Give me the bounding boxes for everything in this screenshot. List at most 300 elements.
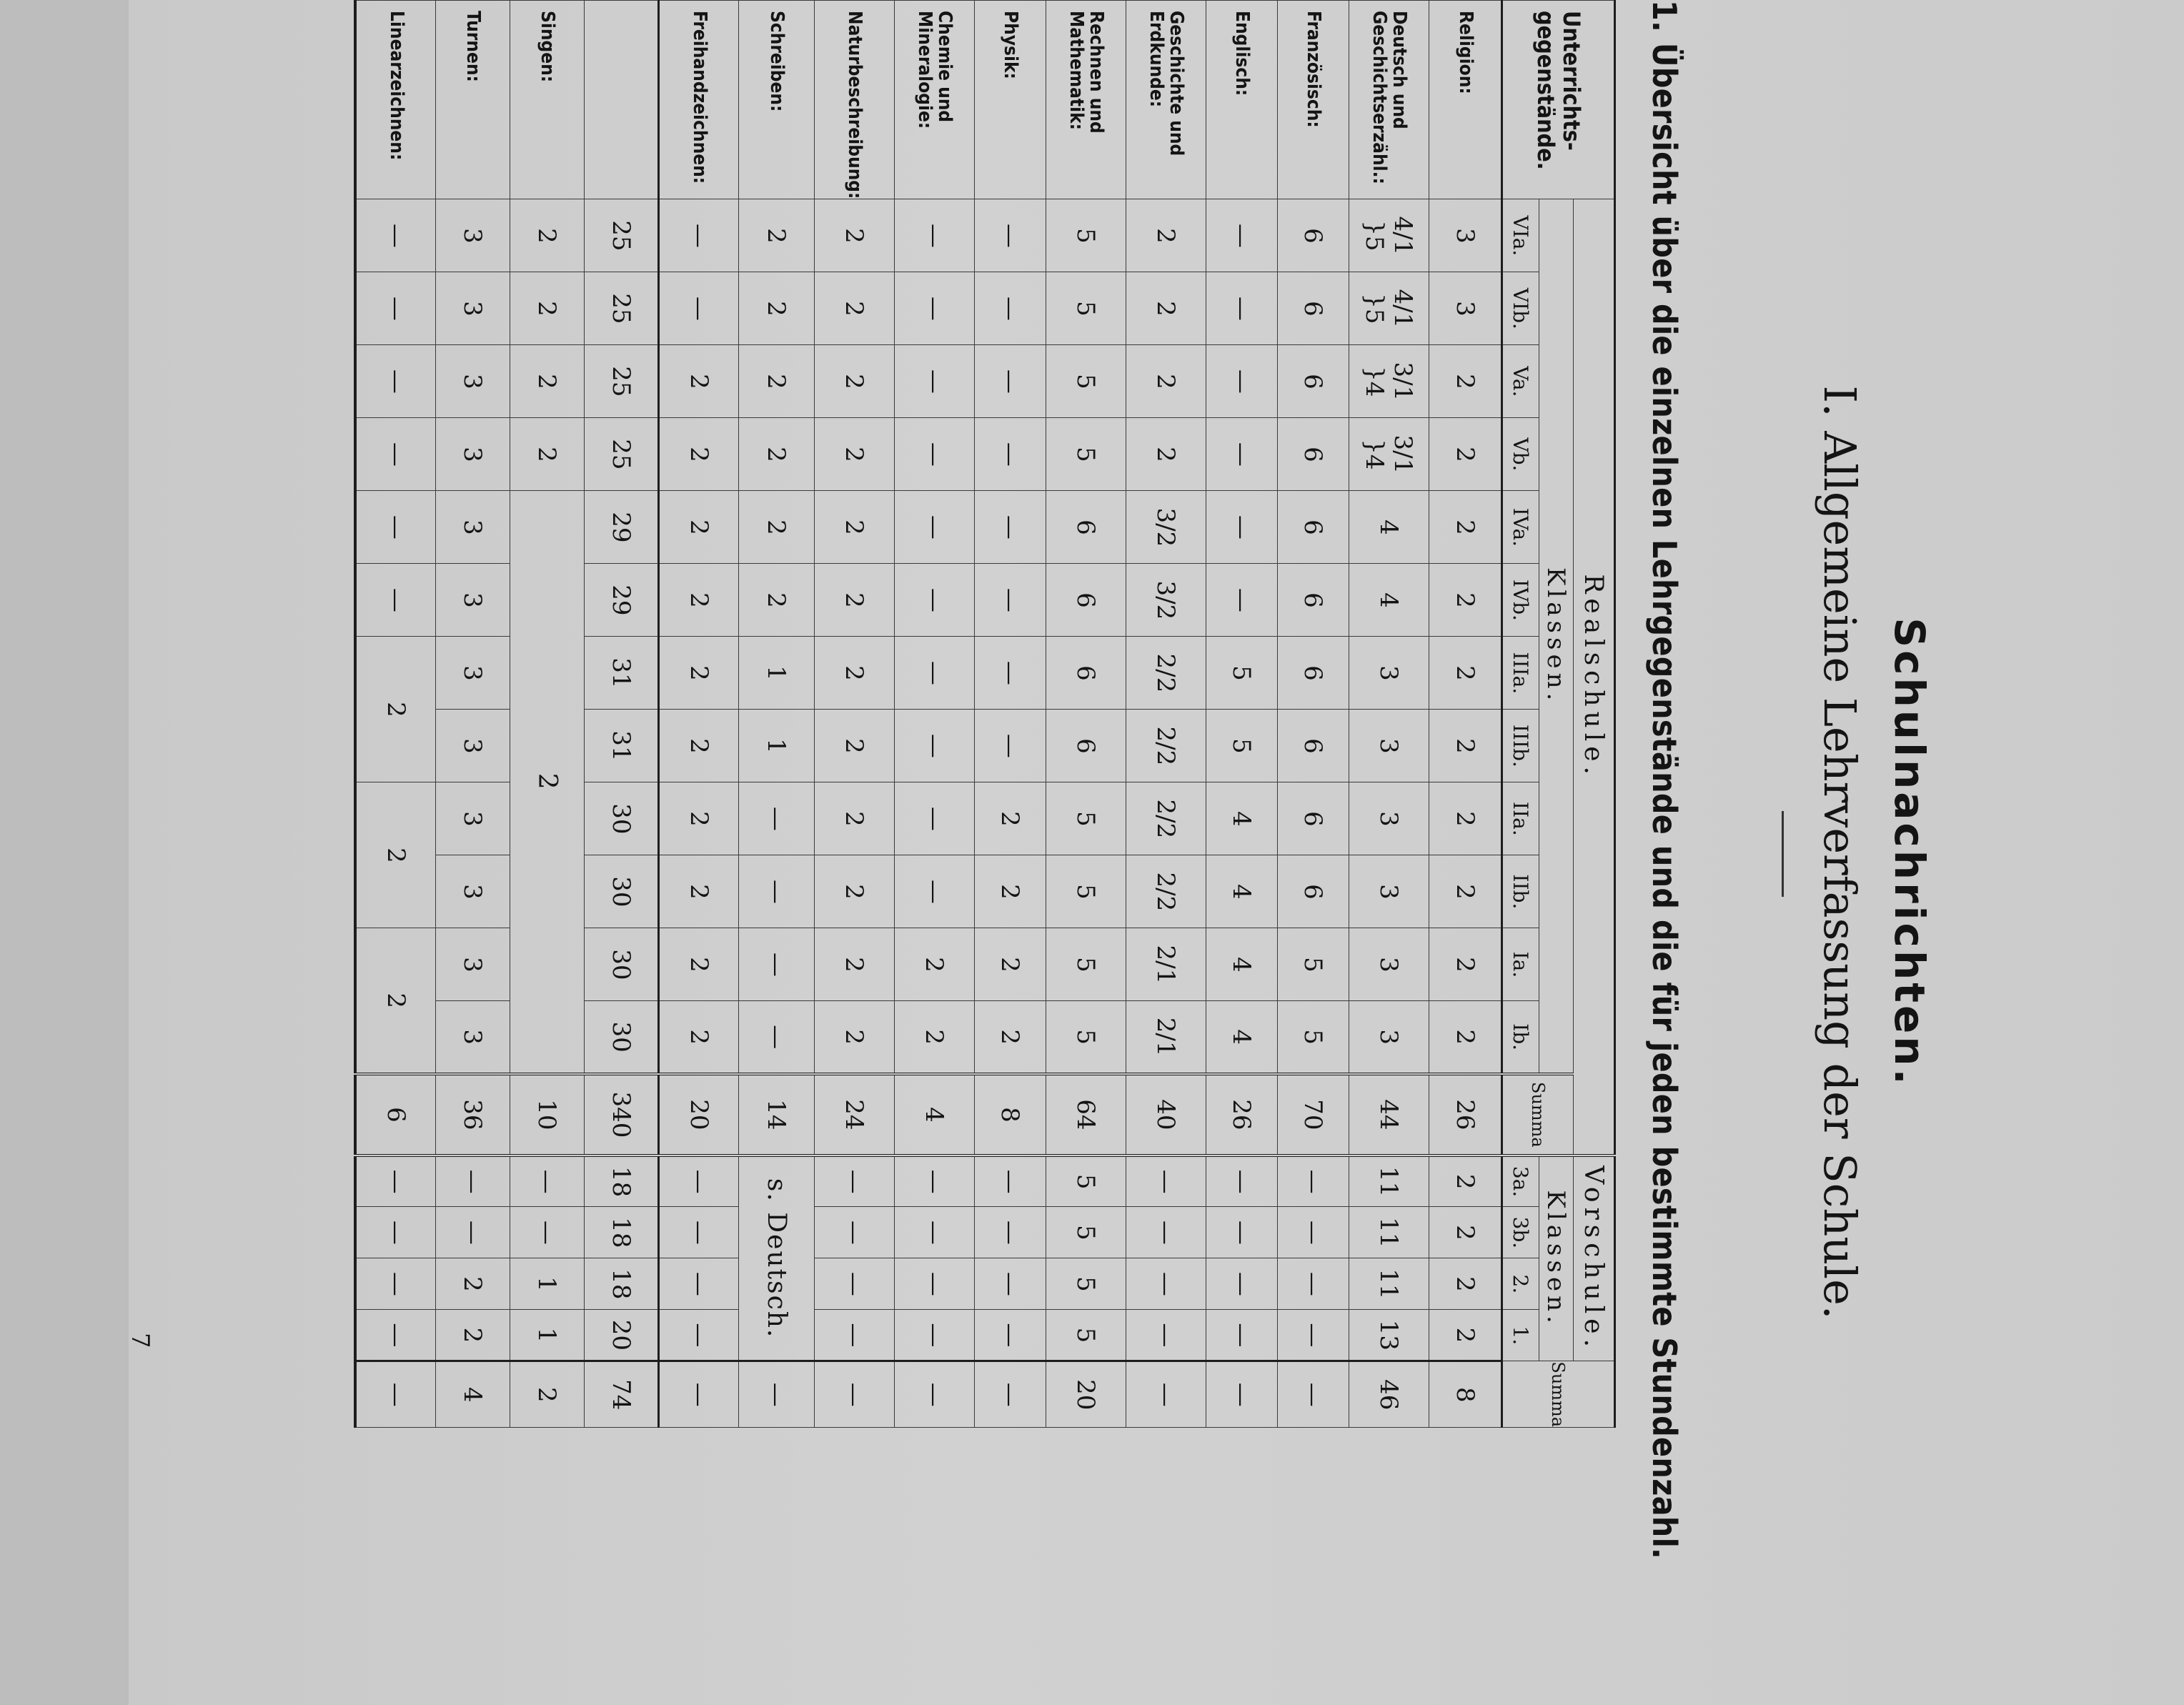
- vorschule-hours-cell: —: [1206, 1310, 1278, 1361]
- vorschule-hours-cell: —: [510, 1155, 585, 1207]
- vorschule-summa-cell: —: [895, 1361, 975, 1428]
- vorschule-hours-cell: —: [356, 1310, 436, 1361]
- hours-cell: 3: [1349, 710, 1429, 782]
- realschule-klassen-header: Klassen.: [1539, 199, 1574, 1074]
- hours-cell: 2: [1429, 491, 1502, 564]
- vorschule-hours-cell: 1: [510, 1258, 585, 1310]
- hours-cell: 5: [1046, 199, 1126, 272]
- hours-cell: 1: [739, 710, 815, 782]
- realschule-summa-cell: 64: [1046, 1074, 1126, 1155]
- vorschule-hours-cell: —: [659, 1207, 739, 1258]
- hours-cell: 4: [1206, 782, 1278, 855]
- hours-cell: 2: [1429, 855, 1502, 928]
- hours-cell: 1: [739, 637, 815, 710]
- hours-cell: 25: [585, 272, 659, 345]
- hours-cell: —: [975, 491, 1046, 564]
- realschule-summa-cell: 70: [1278, 1074, 1349, 1155]
- hours-cell: 3: [1349, 1001, 1429, 1074]
- hours-cell: 2: [739, 418, 815, 491]
- realschule-summa-header: Summa: [1502, 1074, 1574, 1155]
- vorschule-hours-cell: —: [975, 1207, 1046, 1258]
- vorschule-hours-cell: —: [1278, 1207, 1349, 1258]
- hours-cell: 5: [1046, 418, 1126, 491]
- vorschule-hours-cell: 18: [585, 1155, 659, 1207]
- table-row: [356, 1, 436, 1428]
- subject-cell: Linearzeichnen:: [356, 1, 436, 199]
- hours-cell: 31: [585, 710, 659, 782]
- realschule-summa-cell: 4: [895, 1074, 975, 1155]
- hours-cell: 3: [1429, 272, 1502, 345]
- table-row: [1046, 1, 1126, 1428]
- hours-cell: 3/1 }4: [1349, 345, 1429, 418]
- class-header-2: 2.: [1502, 1258, 1539, 1310]
- subject-cell: Freihandzeichnen:: [659, 1, 739, 199]
- table-body: [356, 1, 1502, 1428]
- hours-cell: 3/2: [1126, 564, 1206, 637]
- subject-cell: Französisch:: [1278, 1, 1349, 199]
- realschule-summa-cell: 20: [659, 1074, 739, 1155]
- hours-cell: —: [659, 272, 739, 345]
- vorschule-hours-cell: 2: [436, 1310, 510, 1361]
- realschule-summa-cell: 340: [585, 1074, 659, 1155]
- hours-cell: 2: [1429, 345, 1502, 418]
- vorschule-summa-cell: 74: [585, 1361, 659, 1428]
- hours-cell: 3: [436, 637, 510, 710]
- hours-cell: —: [975, 637, 1046, 710]
- hours-cell: 2: [975, 782, 1046, 855]
- vorschule-summa-cell: 20: [1046, 1361, 1126, 1428]
- hours-cell: 2: [975, 1001, 1046, 1074]
- realschule-group-header: Realschule.: [1574, 199, 1615, 1155]
- hours-cell: 3: [436, 564, 510, 637]
- hours-pair-cell: 2: [356, 782, 436, 928]
- vorschule-hours-cell: —: [975, 1155, 1046, 1207]
- table-row: [436, 1, 510, 1428]
- hours-cell: 2: [1429, 710, 1502, 782]
- hours-cell: 4: [1349, 491, 1429, 564]
- vorschule-hours-cell: —: [895, 1207, 975, 1258]
- vorschule-hours-cell: 2: [436, 1258, 510, 1310]
- vorschule-hours-cell: —: [815, 1310, 895, 1361]
- vorschule-hours-cell: 20: [585, 1310, 659, 1361]
- hours-cell: 6: [1278, 491, 1349, 564]
- vorschule-hours-cell: —: [895, 1258, 975, 1310]
- hours-cell: —: [975, 199, 1046, 272]
- subject-cell: Naturbeschreibung:: [815, 1, 895, 199]
- hours-cell: 2: [739, 199, 815, 272]
- table-row: [1278, 1, 1349, 1428]
- hours-cell: 2/2: [1126, 710, 1206, 782]
- hours-cell: 2: [1126, 272, 1206, 345]
- table-row: [1206, 1, 1278, 1428]
- hours-cell: 2: [815, 418, 895, 491]
- hours-cell: 2: [815, 855, 895, 928]
- hours-cell: 2/1: [1126, 1001, 1206, 1074]
- vorschule-hours-cell: —: [815, 1155, 895, 1207]
- class-header-3b: 3b.: [1502, 1207, 1539, 1258]
- vorschule-hours-cell: —: [1278, 1155, 1349, 1207]
- hours-cell: 30: [585, 1001, 659, 1074]
- hours-cell: 2: [895, 1001, 975, 1074]
- realschule-summa-cell: 14: [739, 1074, 815, 1155]
- hours-cell: 4/1 }5: [1349, 199, 1429, 272]
- hours-cell: 5: [1046, 855, 1126, 928]
- hours-cell: —: [356, 272, 436, 345]
- subject-column-header: [1502, 1, 1615, 199]
- hours-cell: 2: [510, 345, 585, 418]
- class-header-IIIa: IIIa.: [1502, 637, 1539, 710]
- table-row: [739, 1, 815, 1428]
- vorschule-hours-cell: 11: [1349, 1155, 1429, 1207]
- class-header-Ia: Ia.: [1502, 928, 1539, 1001]
- hours-cell: 5: [1278, 1001, 1349, 1074]
- vorschule-hours-cell: 2: [1429, 1258, 1502, 1310]
- hours-cell: 3: [436, 855, 510, 928]
- page-number: 7: [126, 1333, 154, 1348]
- hours-cell: 2: [815, 782, 895, 855]
- hours-cell: 3: [1349, 637, 1429, 710]
- class-header-IVa: IVa.: [1502, 491, 1539, 564]
- table-row: [975, 1, 1046, 1428]
- subject-cell: Deutsch und Geschichtserzähl.:: [1349, 1, 1429, 199]
- hours-cell: —: [739, 1001, 815, 1074]
- hours-cell: —: [895, 272, 975, 345]
- vorschule-summa-cell: 4: [436, 1361, 510, 1428]
- hours-cell: 2: [815, 928, 895, 1001]
- hours-cell: 2: [510, 418, 585, 491]
- hours-cell: 2: [815, 199, 895, 272]
- vorschule-summa-cell: 2: [510, 1361, 585, 1428]
- hours-cell: 25: [585, 345, 659, 418]
- vorschule-hours-cell: —: [1206, 1155, 1278, 1207]
- hours-cell: 3: [436, 418, 510, 491]
- hours-cell: 6: [1046, 491, 1126, 564]
- hours-cell: 3: [436, 491, 510, 564]
- vorschule-summa-cell: 8: [1429, 1361, 1502, 1428]
- hours-cell: 2: [739, 564, 815, 637]
- vorschule-hours-cell: —: [1126, 1155, 1206, 1207]
- hours-cell: 2/2: [1126, 855, 1206, 928]
- hours-cell: —: [1206, 564, 1278, 637]
- hours-cell: —: [1206, 491, 1278, 564]
- vorschule-hours-cell: 5: [1046, 1155, 1126, 1207]
- hours-cell: 6: [1278, 637, 1349, 710]
- hours-cell: 4: [1206, 1001, 1278, 1074]
- hours-cell: 2/2: [1126, 782, 1206, 855]
- hours-cell: 2: [815, 272, 895, 345]
- vorschule-hours-cell: —: [659, 1310, 739, 1361]
- hours-cell: —: [356, 418, 436, 491]
- table-row: [1429, 1, 1502, 1428]
- class-header-VIb: VIb.: [1502, 272, 1539, 345]
- hours-cell: 3: [1349, 782, 1429, 855]
- vorschule-summa-cell: —: [1126, 1361, 1206, 1428]
- subject-cell: Turnen:: [436, 1, 510, 199]
- hours-cell: 3/1 }4: [1349, 418, 1429, 491]
- hours-cell: 3: [436, 1001, 510, 1074]
- class-header-IVb: IVb.: [1502, 564, 1539, 637]
- vorschule-hours-cell: 5: [1046, 1207, 1126, 1258]
- hours-cell: 2: [975, 928, 1046, 1001]
- hours-cell: 2: [659, 345, 739, 418]
- hours-cell: 2: [659, 564, 739, 637]
- vorschule-hours-cell: —: [1278, 1310, 1349, 1361]
- class-header-IIa: IIa.: [1502, 782, 1539, 855]
- vorschule-hours-cell: —: [1126, 1207, 1206, 1258]
- class-header-Va: Va.: [1502, 345, 1539, 418]
- table-row: [1349, 1, 1429, 1428]
- hours-cell: —: [895, 491, 975, 564]
- hours-cell: —: [895, 637, 975, 710]
- hours-cell: 6: [1278, 345, 1349, 418]
- hours-cell: —: [739, 855, 815, 928]
- hours-cell: 2: [1126, 345, 1206, 418]
- hours-cell: 5: [1206, 637, 1278, 710]
- hours-cell: 5: [1046, 782, 1126, 855]
- hours-cell: 6: [1278, 272, 1349, 345]
- vorschule-summa-cell: —: [1278, 1361, 1349, 1428]
- hours-cell: 3: [436, 199, 510, 272]
- vorschule-hours-cell: 2: [1429, 1207, 1502, 1258]
- hours-cell: 2: [1429, 637, 1502, 710]
- hours-cell: —: [739, 782, 815, 855]
- hours-cell: —: [356, 564, 436, 637]
- hours-cell: —: [975, 272, 1046, 345]
- hours-cell: 5: [1206, 710, 1278, 782]
- class-header-IIIb: IIIb.: [1502, 710, 1539, 782]
- hours-cell: 2: [1429, 782, 1502, 855]
- lesson-hours-table: [354, 0, 1617, 1428]
- vorschule-hours-cell: —: [1278, 1258, 1349, 1310]
- hours-cell: 3: [436, 782, 510, 855]
- hours-cell: —: [895, 855, 975, 928]
- hours-cell: 2: [1126, 418, 1206, 491]
- subject-header-text: Unterrichts- gegenstände.: [1532, 11, 1585, 170]
- hours-cell: —: [895, 418, 975, 491]
- vorschule-hours-cell: 18: [585, 1207, 659, 1258]
- hours-cell: 2: [1429, 564, 1502, 637]
- hours-cell: 2: [659, 855, 739, 928]
- hours-cell: 2: [739, 272, 815, 345]
- realschule-summa-cell: 44: [1349, 1074, 1429, 1155]
- vorschule-hours-cell: 2: [1429, 1155, 1502, 1207]
- hours-cell: 31: [585, 637, 659, 710]
- hours-cell: 25: [585, 418, 659, 491]
- class-header-1: 1.: [1502, 1310, 1539, 1361]
- hours-spanning-cell: 2: [510, 491, 585, 1074]
- hours-cell: 4: [1349, 564, 1429, 637]
- hours-cell: 2: [815, 345, 895, 418]
- hours-cell: 6: [1278, 782, 1349, 855]
- hours-cell: 30: [585, 928, 659, 1001]
- hours-cell: —: [895, 710, 975, 782]
- vorschule-hours-cell: 13: [1349, 1310, 1429, 1361]
- hours-cell: 2: [815, 637, 895, 710]
- hours-cell: 29: [585, 564, 659, 637]
- realschule-summa-cell: 6: [356, 1074, 436, 1155]
- table-row: [585, 1, 659, 1428]
- hours-cell: 5: [1046, 928, 1126, 1001]
- vorschule-hours-cell: 1: [510, 1310, 585, 1361]
- realschule-summa-cell: 26: [1206, 1074, 1278, 1155]
- hours-cell: 6: [1278, 564, 1349, 637]
- hours-cell: 3: [1349, 855, 1429, 928]
- hours-cell: 2: [975, 855, 1046, 928]
- hours-cell: 4/1 }5: [1349, 272, 1429, 345]
- section-heading: I. Allgemeine Lehrverfassung der Schule.: [1814, 385, 1866, 1320]
- vorschule-hours-cell: —: [510, 1207, 585, 1258]
- vorschule-hours-cell: —: [659, 1155, 739, 1207]
- hours-cell: 6: [1278, 199, 1349, 272]
- hours-cell: —: [895, 564, 975, 637]
- hours-cell: 3: [436, 272, 510, 345]
- hours-cell: 5: [1278, 928, 1349, 1001]
- table-row: [659, 1, 739, 1428]
- hours-cell: 2: [815, 564, 895, 637]
- subject-cell: [585, 1, 659, 199]
- subject-cell: Religion:: [1429, 1, 1502, 199]
- hours-cell: 2: [815, 1001, 895, 1074]
- hours-cell: 2: [1126, 199, 1206, 272]
- hours-cell: 6: [1046, 710, 1126, 782]
- hours-cell: 3: [436, 710, 510, 782]
- realschule-summa-cell: 26: [1429, 1074, 1502, 1155]
- hours-pair-cell: 2: [356, 637, 436, 782]
- subject-cell: Englisch:: [1206, 1, 1278, 199]
- hours-cell: 2: [815, 710, 895, 782]
- vorschule-hours-cell: 2: [1429, 1310, 1502, 1361]
- vorschule-summa-cell: —: [356, 1361, 436, 1428]
- vorschule-hours-cell: —: [356, 1207, 436, 1258]
- hours-cell: 2/2: [1126, 637, 1206, 710]
- realschule-summa-cell: 24: [815, 1074, 895, 1155]
- hours-cell: —: [1206, 272, 1278, 345]
- hours-cell: 6: [1046, 564, 1126, 637]
- hours-cell: 2: [895, 928, 975, 1001]
- hours-pair-cell: 2: [356, 928, 436, 1074]
- hours-cell: 25: [585, 199, 659, 272]
- hours-cell: —: [975, 345, 1046, 418]
- hours-cell: 6: [1278, 710, 1349, 782]
- hours-cell: —: [739, 928, 815, 1001]
- hours-cell: 3: [436, 928, 510, 1001]
- vorschule-hours-cell: —: [436, 1207, 510, 1258]
- subject-cell: Singen:: [510, 1, 585, 199]
- hours-cell: —: [895, 345, 975, 418]
- page-heading: Schulnachrichten.: [1885, 617, 1934, 1088]
- vorschule-hours-cell: —: [1206, 1258, 1278, 1310]
- table-row: [895, 1, 975, 1428]
- hours-cell: 2: [659, 710, 739, 782]
- hours-cell: 2: [510, 199, 585, 272]
- hours-cell: —: [356, 491, 436, 564]
- vorschule-hours-cell: —: [1206, 1207, 1278, 1258]
- class-header-IIb: IIb.: [1502, 855, 1539, 928]
- vorschule-hours-cell: —: [895, 1155, 975, 1207]
- vorschule-summa-cell: —: [739, 1361, 815, 1428]
- vorschule-hours-cell: —: [975, 1310, 1046, 1361]
- vorschule-klassen-header: Klassen.: [1539, 1155, 1574, 1361]
- vorschule-hours-cell: —: [815, 1258, 895, 1310]
- hours-cell: 5: [1046, 272, 1126, 345]
- vorschule-hours-cell: —: [1126, 1258, 1206, 1310]
- hours-cell: —: [975, 418, 1046, 491]
- vorschule-hours-cell: —: [356, 1155, 436, 1207]
- vorschule-summa-header: Summa: [1502, 1361, 1615, 1428]
- subject-cell: Geschichte und Erdkunde:: [1126, 1, 1206, 199]
- hours-cell: 6: [1278, 418, 1349, 491]
- hours-cell: —: [356, 345, 436, 418]
- table-row: [510, 1, 585, 1428]
- hours-cell: 2: [1429, 1001, 1502, 1074]
- table-title: 1. Übersicht über die einzelnen Lehrgegenstände und die für jeden bestimmte Stundenzahl.: [1645, 0, 1684, 1560]
- subject-cell: Rechnen und Mathematik:: [1046, 1, 1126, 199]
- vorschule-summa-cell: 46: [1349, 1361, 1429, 1428]
- hours-cell: 3: [1349, 928, 1429, 1001]
- hours-cell: 2/1: [1126, 928, 1206, 1001]
- hours-cell: —: [975, 564, 1046, 637]
- vorschule-hours-cell: —: [659, 1258, 739, 1310]
- hours-cell: 5: [1046, 345, 1126, 418]
- subject-cell: Schreiben:: [739, 1, 815, 199]
- hours-cell: —: [1206, 199, 1278, 272]
- hours-cell: —: [1206, 418, 1278, 491]
- hours-cell: 2: [739, 491, 815, 564]
- hours-cell: 29: [585, 491, 659, 564]
- class-header-Ib: Ib.: [1502, 1001, 1539, 1074]
- subject-cell: Chemie und Mineralogie:: [895, 1, 975, 199]
- vorschule-hours-cell: 5: [1046, 1310, 1126, 1361]
- hours-cell: 6: [1278, 855, 1349, 928]
- hours-cell: 5: [1046, 1001, 1126, 1074]
- vorschule-hours-cell: —: [815, 1207, 895, 1258]
- hours-cell: 2: [659, 782, 739, 855]
- vorschule-group-header: Vorschule.: [1574, 1155, 1615, 1361]
- hours-cell: 2: [815, 491, 895, 564]
- hours-cell: —: [356, 199, 436, 272]
- vorschule-hours-cell: —: [356, 1258, 436, 1310]
- realschule-summa-cell: 36: [436, 1074, 510, 1155]
- vorschule-hours-cell: 11: [1349, 1258, 1429, 1310]
- hours-cell: 4: [1206, 855, 1278, 928]
- vorschule-hours-cell: —: [975, 1258, 1046, 1310]
- subject-cell: Physik:: [975, 1, 1046, 199]
- realschule-summa-cell: 10: [510, 1074, 585, 1155]
- heading-divider: [1782, 811, 1784, 897]
- realschule-summa-cell: 8: [975, 1074, 1046, 1155]
- vorschule-hours-cell: —: [436, 1155, 510, 1207]
- realschule-summa-cell: 40: [1126, 1074, 1206, 1155]
- hours-cell: 2: [739, 345, 815, 418]
- vorschule-summa-cell: —: [815, 1361, 895, 1428]
- hours-cell: 2: [1429, 928, 1502, 1001]
- hours-cell: 2: [659, 418, 739, 491]
- hours-cell: —: [975, 710, 1046, 782]
- vorschule-hours-cell: —: [895, 1310, 975, 1361]
- hours-cell: 3/2: [1126, 491, 1206, 564]
- hours-cell: 2: [510, 272, 585, 345]
- class-header-3a: 3a.: [1502, 1155, 1539, 1207]
- hours-cell: 3: [436, 345, 510, 418]
- hours-cell: 3: [1429, 199, 1502, 272]
- hours-cell: 2: [659, 637, 739, 710]
- vorschule-summa-cell: —: [659, 1361, 739, 1428]
- vorschule-summa-cell: —: [1206, 1361, 1278, 1428]
- vorschule-summa-cell: —: [975, 1361, 1046, 1428]
- hours-cell: —: [1206, 345, 1278, 418]
- vorschule-hours-cell: 11: [1349, 1207, 1429, 1258]
- class-header-VIa: VIa.: [1502, 199, 1539, 272]
